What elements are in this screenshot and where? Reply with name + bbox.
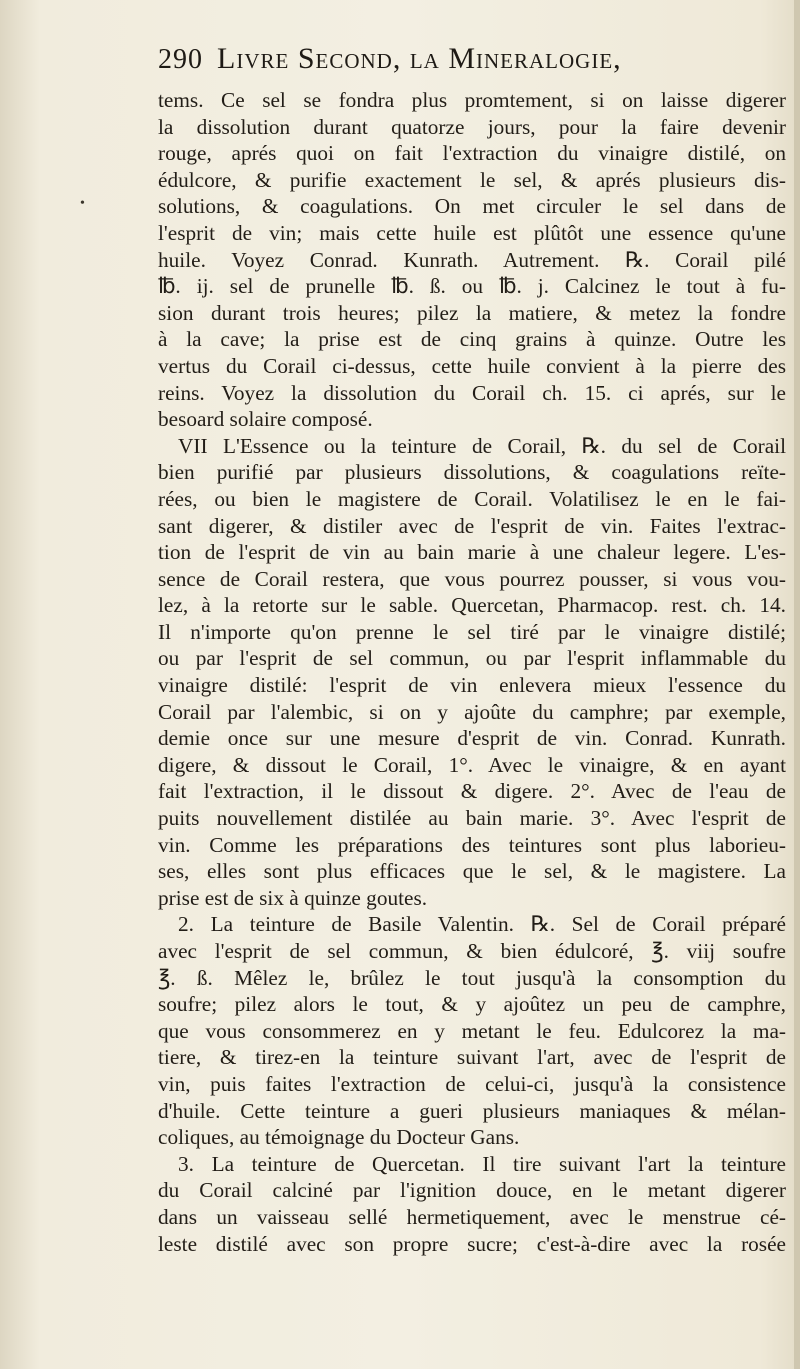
margin-mark: • xyxy=(80,196,85,211)
text-line: que vous consommerez en y metant le feu. Edulcorez la ma- xyxy=(158,1018,786,1043)
text-line: ou par l'esprit de sel commun, ou par l'esprit inflammable du xyxy=(158,646,786,671)
text-line: tiere, & tirez-en la teinture suivant l'art, avec de l'esprit de xyxy=(158,1045,786,1070)
text-line: sant digerer, & distiler avec de l'esprit de vin. Faites l'extrac- xyxy=(158,513,786,538)
text-line: ℥. ß. Mêlez le, brûlez le tout jusqu'à la consomption du xyxy=(158,965,786,990)
text-line: du Corail calciné par l'ignition douce, en le metant digerer xyxy=(158,1178,786,1203)
page-edge xyxy=(794,0,800,1369)
text-line: VII L'Essence ou la teinture de Corail, ℞. du sel de Corail xyxy=(178,433,786,458)
text-line: 3. La teinture de Quercetan. Il tire suivant l'art la teinture xyxy=(178,1151,786,1176)
text-line: la dissolution durant quatorze jours, pour la faire devenir xyxy=(158,114,786,139)
text-line: dans un vaisseau sellé hermetiquement, avec le menstrue cé- xyxy=(158,1204,786,1229)
text-line: vertus du Corail ci-dessus, cette huile convient à la pierre des xyxy=(158,353,786,378)
page-number: 290 xyxy=(158,44,203,75)
text-line: à la cave; la prise est de cinq grains à quinze. Outre les xyxy=(158,327,786,352)
text-line: édulcore, & purifie exactement le sel, & aprés plusieurs dis- xyxy=(158,167,786,192)
text-line: rouge, aprés quoi on fait l'extraction du vinaigre distilé, on xyxy=(158,141,786,166)
text-line: tion de l'esprit de vin au bain marie à une chaleur legere. L'es- xyxy=(158,540,786,565)
text-line: vin. Comme les préparations des teintures sont plus laborieu- xyxy=(158,832,786,857)
text-line: rées, ou bien le magistere de Corail. Volatilisez le en le fai- xyxy=(158,486,786,511)
text-line: vin, puis faites l'extraction de celui-ci, jusqu'à la consistence xyxy=(158,1071,786,1096)
text-line: tems. Ce sel se fondra plus promtement, si on laisse digerer xyxy=(158,88,786,112)
text-line: sion durant trois heures; pilez la matiere, & metez la fondre xyxy=(158,300,786,325)
text-line: Il n'importe qu'on prenne le sel tiré par le vinaigre distilé; xyxy=(158,619,786,644)
running-title: Livre Second, la Mineralogie, xyxy=(217,42,622,75)
text-line: sence de Corail restera, que vous pourrez pousser, si vous vou- xyxy=(158,566,786,591)
text-line: digere, & dissout le Corail, 1°. Avec le vinaigre, & en ayant xyxy=(158,752,786,777)
text-line: l'esprit de vin; mais cette huile est plûtôt une essence qu'une xyxy=(158,220,786,245)
text-line: soufre; pilez alors le tout, & y ajoûtez un peu de camphre, xyxy=(158,992,786,1017)
text-line: prise est de six à quinze goutes. xyxy=(158,885,428,910)
running-head xyxy=(158,42,778,90)
text-line: besoard solaire composé. xyxy=(158,407,373,432)
text-line: puits nouvellement distilée au bain marie. 3°. Avec l'esprit de xyxy=(158,806,786,831)
text-line: bien purifié par plusieurs dissolutions, & coagulations reïte- xyxy=(158,460,786,485)
text-line: ℔. ij. sel de prunelle ℔. ß. ou ℔. j. Calcinez le tout à fu- xyxy=(158,274,786,299)
text-line: coliques, au témoignage du Docteur Gans. xyxy=(158,1125,520,1150)
text-line: d'huile. Cette teinture a gueri plusieurs maniaques & mélan- xyxy=(158,1098,786,1123)
text-line: fait l'extraction, il le dissout & digere. 2°. Avec de l'eau de xyxy=(158,779,786,804)
body-text xyxy=(158,87,786,1257)
text-line: reins. Voyez la dissolution du Corail ch. 15. ci aprés, sur le xyxy=(158,380,786,405)
text-line: huile. Voyez Conrad. Kunrath. Autrement. ℞. Corail pilé xyxy=(158,247,786,272)
text-line: Corail par l'alembic, si on y ajoûte du camphre; par exemple, xyxy=(158,699,786,724)
text-line: leste distilé avec son propre sucre; c'est-à-dire avec la rosée xyxy=(158,1231,786,1256)
text-line: vinaigre distilé: l'esprit de vin enlevera mieux l'essence du xyxy=(158,673,786,698)
text-line: 2. La teinture de Basile Valentin. ℞. Sel de Corail préparé xyxy=(178,912,786,937)
text-line: lez, à la retorte sur le sable. Quercetan, Pharmacop. rest. ch. 14. xyxy=(158,593,786,618)
text-line: solutions, & coagulations. On met circuler le sel dans de xyxy=(158,194,786,219)
text-line: ses, elles sont plus efficaces que le sel, & le magistere. La xyxy=(158,859,786,884)
text-line: avec l'esprit de sel commun, & bien édulcoré, ℥. viij soufre xyxy=(158,939,786,963)
text-line: demie once sur une mesure d'esprit de vin. Conrad. Kunrath. xyxy=(158,726,786,751)
